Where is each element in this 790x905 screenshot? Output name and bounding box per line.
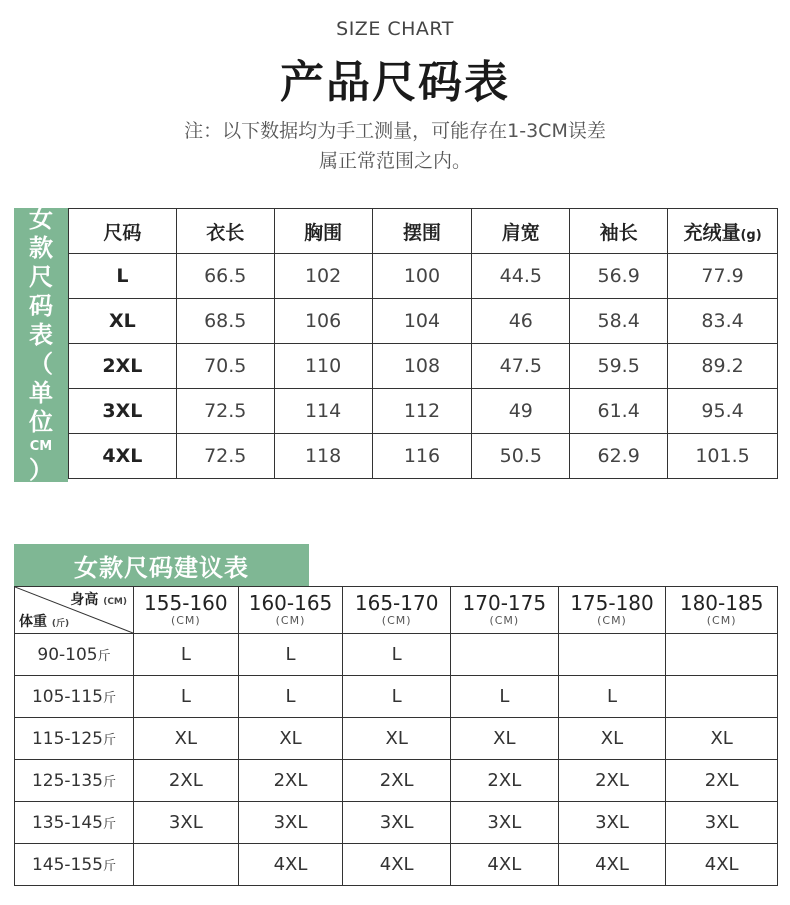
table-cell: 2XL (238, 760, 343, 802)
size-cell: 4XL (69, 434, 177, 479)
table-cell: 2XL (343, 760, 451, 802)
weight-range: 125-135 (31, 770, 103, 791)
side-unit: CM (29, 439, 53, 454)
table-cell (558, 634, 666, 676)
column-header: 胸围 (274, 209, 372, 254)
height-unit: (CM) (489, 614, 520, 627)
table-cell: 3XL (238, 802, 343, 844)
weight-cell (15, 760, 134, 802)
weight-label: 体重 (19, 614, 47, 630)
fill-header-label: 充绒量 (683, 221, 741, 244)
table-row (15, 718, 778, 760)
table-cell: 4XL (451, 844, 559, 886)
weight-unit: 斤 (97, 648, 111, 664)
table-row (15, 844, 778, 886)
table-cell: XL (558, 718, 666, 760)
table-cell: 59.5 (570, 344, 668, 389)
table-cell (451, 634, 559, 676)
height-unit: (CM) (381, 614, 412, 627)
side-char: 码 (29, 292, 53, 320)
table-row (15, 676, 778, 718)
weight-range: 135-145 (31, 812, 103, 833)
table-cell: 2XL (558, 760, 666, 802)
weight-cell (15, 802, 134, 844)
height-header (343, 587, 451, 634)
table-cell: 104 (372, 299, 472, 344)
weight-cell (15, 844, 134, 886)
table-row (69, 299, 778, 344)
table-cell: 47.5 (472, 344, 570, 389)
table-cell: 3XL (134, 802, 239, 844)
weight-range: 115-125 (31, 728, 103, 749)
weight-range: 90-105 (37, 644, 98, 665)
fill-unit: (g) (740, 227, 762, 243)
table-cell: 77.9 (668, 254, 778, 299)
table-cell: 2XL (666, 760, 778, 802)
table-header-row (69, 209, 778, 254)
table-cell: L (238, 634, 343, 676)
weight-unit: 斤 (103, 858, 117, 874)
table-cell: L (558, 676, 666, 718)
height-unit: (CM) (275, 614, 306, 627)
height-header (451, 587, 559, 634)
weight-unit: 斤 (103, 732, 117, 748)
table-row (15, 802, 778, 844)
table-cell: 95.4 (668, 389, 778, 434)
table-cell: 72.5 (176, 389, 274, 434)
size-cell: 2XL (69, 344, 177, 389)
size-recommend-table (14, 586, 778, 886)
table-cell: 118 (274, 434, 372, 479)
table-cell: 3XL (451, 802, 559, 844)
weight-label-unit: (斤) (51, 619, 70, 629)
table-cell: 108 (372, 344, 472, 389)
measurement-note (0, 116, 790, 176)
size-cell: L (69, 254, 177, 299)
column-header (668, 209, 778, 254)
side-char: 尺 (29, 263, 53, 291)
table-cell: 68.5 (176, 299, 274, 344)
table-cell: L (343, 634, 451, 676)
table-cell: 4XL (343, 844, 451, 886)
table-cell: 100 (372, 254, 472, 299)
height-label-unit: (CM) (103, 597, 127, 607)
size-chart-en-title: SIZE CHART (336, 18, 454, 40)
recommend-table-title: 女款尺码建议表 (14, 544, 309, 586)
table-cell: L (238, 676, 343, 718)
table-cell: 46 (472, 299, 570, 344)
table-row (69, 389, 778, 434)
table-row (69, 344, 778, 389)
height-unit: (CM) (597, 614, 627, 627)
weight-corner-label (19, 611, 69, 631)
table-row (69, 254, 778, 299)
height-range: 160-165 (248, 591, 333, 615)
table-cell: 66.5 (176, 254, 274, 299)
height-header (134, 587, 239, 634)
height-range: 155-160 (144, 591, 228, 615)
size-chart-table (68, 208, 778, 479)
side-char: 女 (29, 205, 53, 233)
size-cell: 3XL (69, 389, 177, 434)
height-range: 180-185 (679, 591, 764, 615)
side-paren-close: ） (29, 456, 53, 484)
page-title: 产品尺码表 (280, 57, 510, 108)
height-label: 身高 (70, 592, 99, 608)
table-cell (134, 844, 239, 886)
height-header (558, 587, 666, 634)
table-cell: 101.5 (668, 434, 778, 479)
table-cell: 49 (472, 389, 570, 434)
note-line-1: 注：以下数据均为手工测量，可能存在1-3CM误差 (184, 120, 606, 142)
table-cell: XL (343, 718, 451, 760)
table-cell: 102 (274, 254, 372, 299)
side-unit-char: 单 (29, 379, 53, 407)
column-header: 袖长 (570, 209, 668, 254)
table-cell: 106 (274, 299, 372, 344)
note-line-2: 属正常范围之内。 (318, 150, 471, 172)
table-cell: XL (134, 718, 239, 760)
side-char: 表 (29, 321, 53, 349)
table-cell (666, 634, 778, 676)
height-corner-label (70, 589, 127, 609)
weight-cell (15, 718, 134, 760)
column-header: 摆围 (372, 209, 472, 254)
table-cell: L (451, 676, 559, 718)
table-cell: 3XL (558, 802, 666, 844)
corner-header-cell (15, 587, 134, 634)
table-cell: 2XL (451, 760, 559, 802)
table-cell: 89.2 (668, 344, 778, 389)
side-paren-open: （ (29, 350, 53, 378)
size-cell: XL (69, 299, 177, 344)
weight-range: 145-155 (31, 854, 103, 875)
table-cell: 4XL (666, 844, 778, 886)
table-cell: 44.5 (472, 254, 570, 299)
table-cell: 2XL (134, 760, 239, 802)
weight-cell (15, 676, 134, 718)
table-cell: 83.4 (668, 299, 778, 344)
table-cell: 70.5 (176, 344, 274, 389)
side-char: 款 (29, 234, 53, 262)
height-range: 165-170 (354, 591, 439, 615)
table-cell: 110 (274, 344, 372, 389)
table-row (15, 760, 778, 802)
weight-cell (15, 634, 134, 676)
table-cell: XL (451, 718, 559, 760)
height-unit: (CM) (170, 614, 201, 627)
table-header-row (15, 587, 778, 634)
table-cell: 4XL (558, 844, 666, 886)
table-cell: 4XL (238, 844, 343, 886)
size-chart-side-label (14, 205, 68, 484)
height-unit: (CM) (706, 614, 737, 627)
table-cell: 72.5 (176, 434, 274, 479)
side-unit-char: 位 (29, 408, 53, 436)
column-header: 尺码 (69, 209, 177, 254)
column-header: 衣长 (176, 209, 274, 254)
table-cell: 3XL (343, 802, 451, 844)
table-cell: XL (238, 718, 343, 760)
table-cell: 3XL (666, 802, 778, 844)
table-cell: 56.9 (570, 254, 668, 299)
height-header (238, 587, 343, 634)
table-cell: L (134, 676, 239, 718)
table-cell: 116 (372, 434, 472, 479)
table-cell (666, 676, 778, 718)
table-cell: L (343, 676, 451, 718)
height-range: 170-175 (462, 591, 547, 615)
table-cell: 62.9 (570, 434, 668, 479)
table-cell: 112 (372, 389, 472, 434)
table-cell: L (134, 634, 239, 676)
table-cell: 114 (274, 389, 372, 434)
table-cell: 58.4 (570, 299, 668, 344)
weight-unit: 斤 (103, 690, 117, 706)
column-header: 肩宽 (472, 209, 570, 254)
table-cell: 50.5 (472, 434, 570, 479)
table-cell: XL (666, 718, 778, 760)
weight-range: 105-115 (31, 686, 103, 707)
height-range: 175-180 (570, 591, 654, 615)
table-row (15, 634, 778, 676)
table-cell: 61.4 (570, 389, 668, 434)
table-row (69, 434, 778, 479)
weight-unit: 斤 (103, 774, 117, 790)
weight-unit: 斤 (103, 816, 117, 832)
height-header (666, 587, 778, 634)
